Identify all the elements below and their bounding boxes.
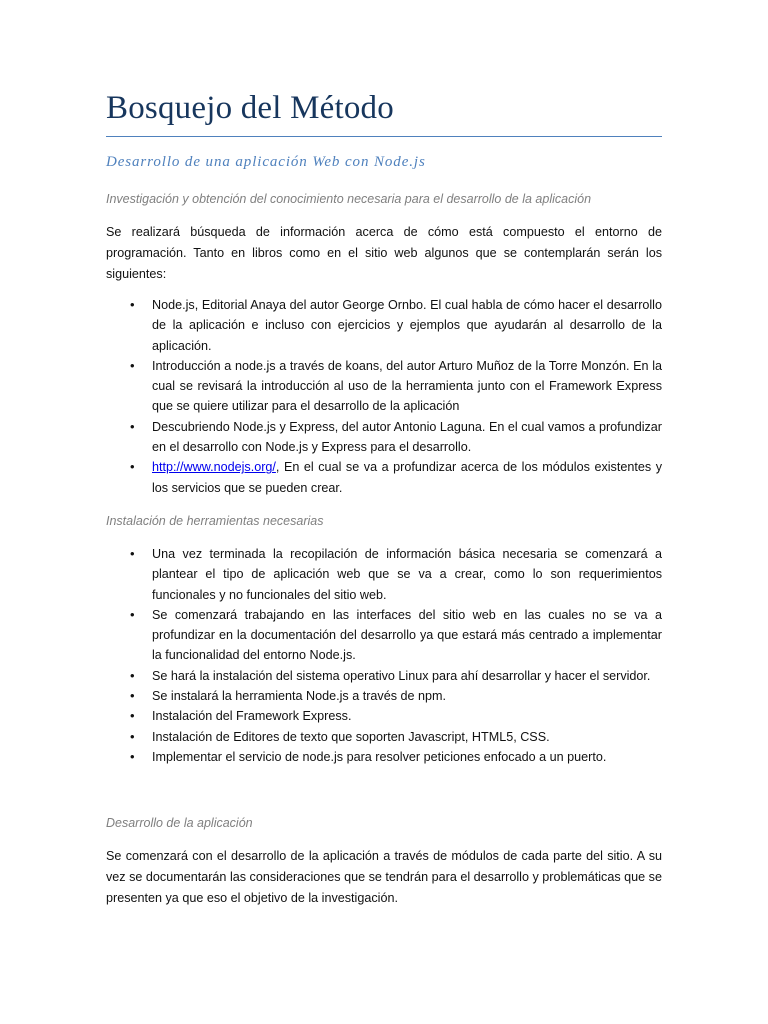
bullet-icon: • — [130, 606, 135, 622]
list-item: • Node.js, Editorial Anaya del autor George Ornbo. El cual habla de cómo hacer el desarrollo de la aplicación e incluso con ejercicios y ejemplos que ayudarán al desarrollo de la aplicación. — [130, 297, 662, 353]
section-development-body: Se comenzará con el desarrollo de la aplicación a través de módulos de cada parte del sitio. A su vez se documentarán las consideraciones que se tendrán para el desarrollo y problemáticas que se presenten ya que eso el objetivo de la investigación. — [106, 849, 662, 905]
bullet-icon: • — [130, 546, 135, 561]
list-item: • Se instalará la herramienta Node.js a través de npm. — [106, 686, 662, 706]
list-item: • Descubriendo Node.js y Express, del autor Antonio Laguna. En el cual vamos a profundizar en el desarrollo con Node.js y Express para el desarrollo. — [130, 418, 662, 455]
list-item: • Se hará la instalación del sistema operativo Linux para ahí desarrollar y hacer el servidor. — [106, 666, 662, 686]
list-item: • Introducción a node.js a través de koans, del autor Arturo Muñoz de la Torre Monzón. En la cual se revisará la introducción al uso de la herramienta junto con el Framework Express que se quiere utilizar para el desarrollo de la aplicación — [130, 357, 662, 414]
section-heading-research: Investigación y obtención del conocimiento necesaria para el desarrollo de la aplicación — [106, 192, 592, 206]
bullet-icon: • — [130, 459, 135, 475]
section-heading-tools: Instalación de herramientas necesarias — [106, 514, 324, 528]
tools-steps-list — [106, 544, 662, 767]
nodejs-site-link[interactable]: http://www.nodejs.org/ — [152, 460, 276, 475]
bullet-icon: • — [130, 708, 135, 724]
research-sources-list — [106, 295, 662, 498]
list-item: • Implementar el servicio de node.js para resolver peticiones enfocado a un puerto. — [106, 747, 662, 767]
bullet-icon: • — [130, 728, 135, 744]
list-item: • Se comenzará trabajando en las interfaces del sitio web en las cuales no se va a profundizar en la documentación del desarrollo ya que estará más centrado a implementar la funcionalidad del entorno Node.js. — [130, 606, 662, 663]
bullet-icon: • — [130, 297, 135, 312]
list-item: • Instalación de Editores de texto que soporten Javascript, HTML5, CSS. — [106, 727, 662, 747]
list-item: • http://www.nodejs.org/, En el cual se va a profundizar acerca de los módulos existentes y los servicios que se pueden crear. — [130, 459, 662, 495]
document-subtitle: Desarrollo de una aplicación Web con Node.js — [106, 154, 426, 170]
title-underline — [106, 136, 662, 137]
list-item: • Una vez terminada la recopilación de información básica necesaria se comenzará a plantear el tipo de aplicación web que se va a crear, como lo son requerimientos funcionales y no funcionales del sitio web. — [130, 546, 662, 602]
bullet-icon: • — [130, 688, 135, 704]
document-title: Bosquejo del Método — [106, 90, 394, 126]
bullet-icon: • — [130, 748, 135, 764]
section-heading-development: Desarrollo de la aplicación — [106, 816, 253, 830]
bullet-icon: • — [130, 357, 135, 373]
bullet-icon: • — [130, 667, 135, 683]
section-research-intro: Se realizará búsqueda de información acerca de cómo está compuesto el entorno de programación. Tanto en libros como en el sitio web algunos que se contemplarán serán los siguientes: — [106, 225, 662, 281]
bullet-icon: • — [130, 418, 135, 434]
list-item: • Instalación del Framework Express. — [106, 706, 662, 726]
